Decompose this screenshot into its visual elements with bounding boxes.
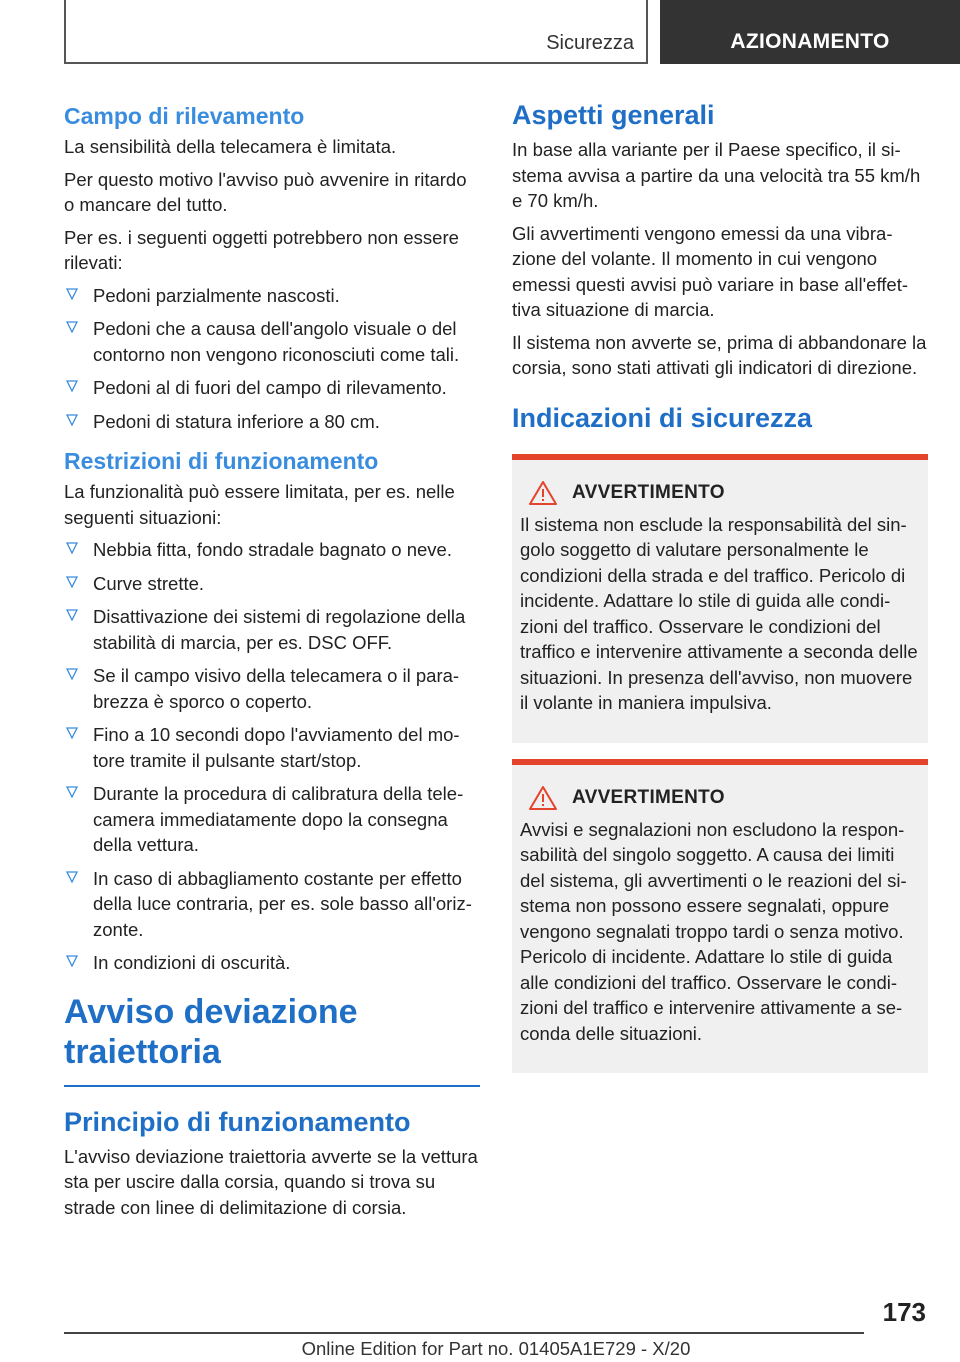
list-item-text: Pedoni che a causa dell'angolo visuale o del contorno non vengono riconosciuti come tali. bbox=[93, 318, 460, 365]
triangle-bullet-icon bbox=[66, 871, 78, 883]
section-title-principio: Principio di funzionamento bbox=[64, 1106, 411, 1137]
list-item bbox=[64, 571, 480, 597]
triangle-bullet-icon bbox=[66, 542, 78, 554]
list-item bbox=[64, 409, 480, 435]
list-item-text: Curve strette. bbox=[93, 572, 205, 594]
header-chapter-label: AZIONAMENTO bbox=[730, 30, 890, 53]
section-title-restrizioni: Restrizioni di funzionamento bbox=[64, 448, 379, 474]
paragraph: Per questo motivo l'avviso può avvenire in ritardo o mancare del tutto. bbox=[64, 168, 467, 215]
paragraph: L'avviso deviazione traiettoria avverte se la vettura sta per uscire dalla corsia, quando si trova su strade con linee di delimitazione di corsia. bbox=[64, 1145, 478, 1218]
list-item-text: In caso di abbagliamento costante per effetto della luce contraria, per es. sole basso all'orizzonte. bbox=[93, 867, 472, 940]
list-item-text: Fino a 10 secondi dopo l'avviamento del motore tramite il pulsante start/stop. bbox=[93, 724, 460, 771]
bullet-list-campo bbox=[64, 283, 480, 435]
triangle-bullet-icon bbox=[66, 727, 78, 739]
warning-triangle-icon bbox=[528, 480, 558, 506]
footer-edition: Online Edition for Part no. 01405A1E729 - X/20 bbox=[301, 1338, 691, 1359]
list-item-text: Se il campo visivo della telecamera o il parabrezza è sporco o coperto. bbox=[93, 665, 460, 712]
list-item bbox=[64, 781, 480, 858]
warning-title: AVVERTIMENTO bbox=[572, 786, 725, 808]
chapter-title: Avviso deviazione traiettoria bbox=[64, 992, 358, 1071]
section-title-aspetti: Aspetti generali bbox=[512, 100, 715, 130]
paragraph: In base alla variante per il Paese specifico, il sistema avvisa a partire da una velocità tra 55 km/h e 70 km/h. bbox=[512, 139, 921, 211]
list-item-text: Durante la procedura di calibratura della telecamera immediatamente dopo la consegna della vettura. bbox=[93, 783, 464, 855]
header-section-title: Sicurezza bbox=[546, 32, 634, 54]
warning-box bbox=[512, 759, 928, 1074]
list-item bbox=[64, 722, 480, 773]
list-item bbox=[64, 866, 480, 943]
left-column bbox=[64, 100, 480, 1227]
triangle-bullet-icon bbox=[66, 609, 78, 621]
list-item-text: Pedoni al di fuori del campo di rilevamento. bbox=[93, 377, 447, 398]
warning-header bbox=[520, 785, 920, 811]
triangle-bullet-icon bbox=[66, 288, 78, 300]
list-item bbox=[64, 604, 480, 655]
page-number: 173 bbox=[882, 1297, 926, 1327]
list-item bbox=[64, 537, 480, 563]
list-item bbox=[64, 283, 480, 309]
list-item bbox=[64, 950, 480, 976]
warning-header bbox=[520, 480, 920, 506]
triangle-bullet-icon bbox=[66, 955, 78, 967]
triangle-bullet-icon bbox=[66, 414, 78, 426]
paragraph: Per es. i seguenti oggetti potrebbero non essere rilevati: bbox=[64, 226, 459, 273]
warning-triangle-icon bbox=[528, 785, 558, 811]
warning-text: Il sistema non esclude la responsabilità del singolo soggetto di valutare personalmente le condizioni della strada e del traffico. Pericolo di incidente. Adattare lo stile di guida alle condizioni del traffico. Osservare le condizioni del traffico e intervenire attivamente a seconda delle situazioni. In presenza dell'avviso, non muovere il volante in maniera impulsiva. bbox=[520, 513, 918, 713]
list-item bbox=[64, 375, 480, 401]
list-item-text: In condizioni di oscurità. bbox=[93, 952, 291, 973]
chapter-divider bbox=[64, 1085, 480, 1087]
list-item bbox=[64, 663, 480, 714]
triangle-bullet-icon bbox=[66, 576, 78, 588]
list-item-text: Pedoni di statura inferiore a 80 cm. bbox=[93, 410, 380, 432]
header-frame bbox=[64, 0, 648, 64]
section-title-indicazioni: Indicazioni di sicurezza bbox=[512, 402, 813, 433]
list-item-text: Nebbia fitta, fondo stradale bagnato o neve. bbox=[93, 539, 452, 560]
warning-text: Avvisi e segnalazioni non escludono la responsabilità del singolo soggetto. A causa dei limiti del sistema, gli avvertimenti o le reazioni del sistema non possono essere segnalati, oppure vengono segnalati troppo tardi o senza motivo. Pericolo di incidente. Adattare lo stile di guida alle condizioni del traffico. Osservare le condizioni del traffico e intervenire attivamente a seconda delle situazioni. bbox=[520, 818, 907, 1044]
bullet-list-restrizioni bbox=[64, 537, 480, 976]
warning-box bbox=[512, 454, 928, 743]
paragraph: Gli avvertimenti vengono emessi da una vibrazione del volante. Il momento in cui vengono emessi questi avvisi può variare in base all'effettiva situazione di marcia. bbox=[512, 222, 909, 320]
paragraph: Il sistema non avverte se, prima di abbandonare la corsia, sono stati attivati gli indicatori di direzione. bbox=[512, 331, 927, 378]
footer-divider bbox=[64, 1332, 864, 1334]
triangle-bullet-icon bbox=[66, 786, 78, 798]
warning-title: AVVERTIMENTO bbox=[572, 481, 725, 503]
section-title-campo: Campo di rilevamento bbox=[64, 103, 305, 129]
header-chapter-tab bbox=[660, 0, 960, 64]
list-item bbox=[64, 316, 480, 367]
right-column bbox=[512, 100, 928, 1089]
paragraph: La funzionalità può essere limitata, per es. nelle seguenti situazioni: bbox=[64, 481, 455, 528]
paragraph: La sensibilità della telecamera è limitata. bbox=[64, 136, 397, 157]
list-item-text: Pedoni parzialmente nascosti. bbox=[93, 284, 340, 306]
triangle-bullet-icon bbox=[66, 380, 78, 392]
triangle-bullet-icon bbox=[66, 321, 78, 333]
list-item-text: Disattivazione dei sistemi di regolazione della stabilità di marcia, per es. DSC OFF. bbox=[93, 606, 466, 653]
triangle-bullet-icon bbox=[66, 668, 78, 680]
